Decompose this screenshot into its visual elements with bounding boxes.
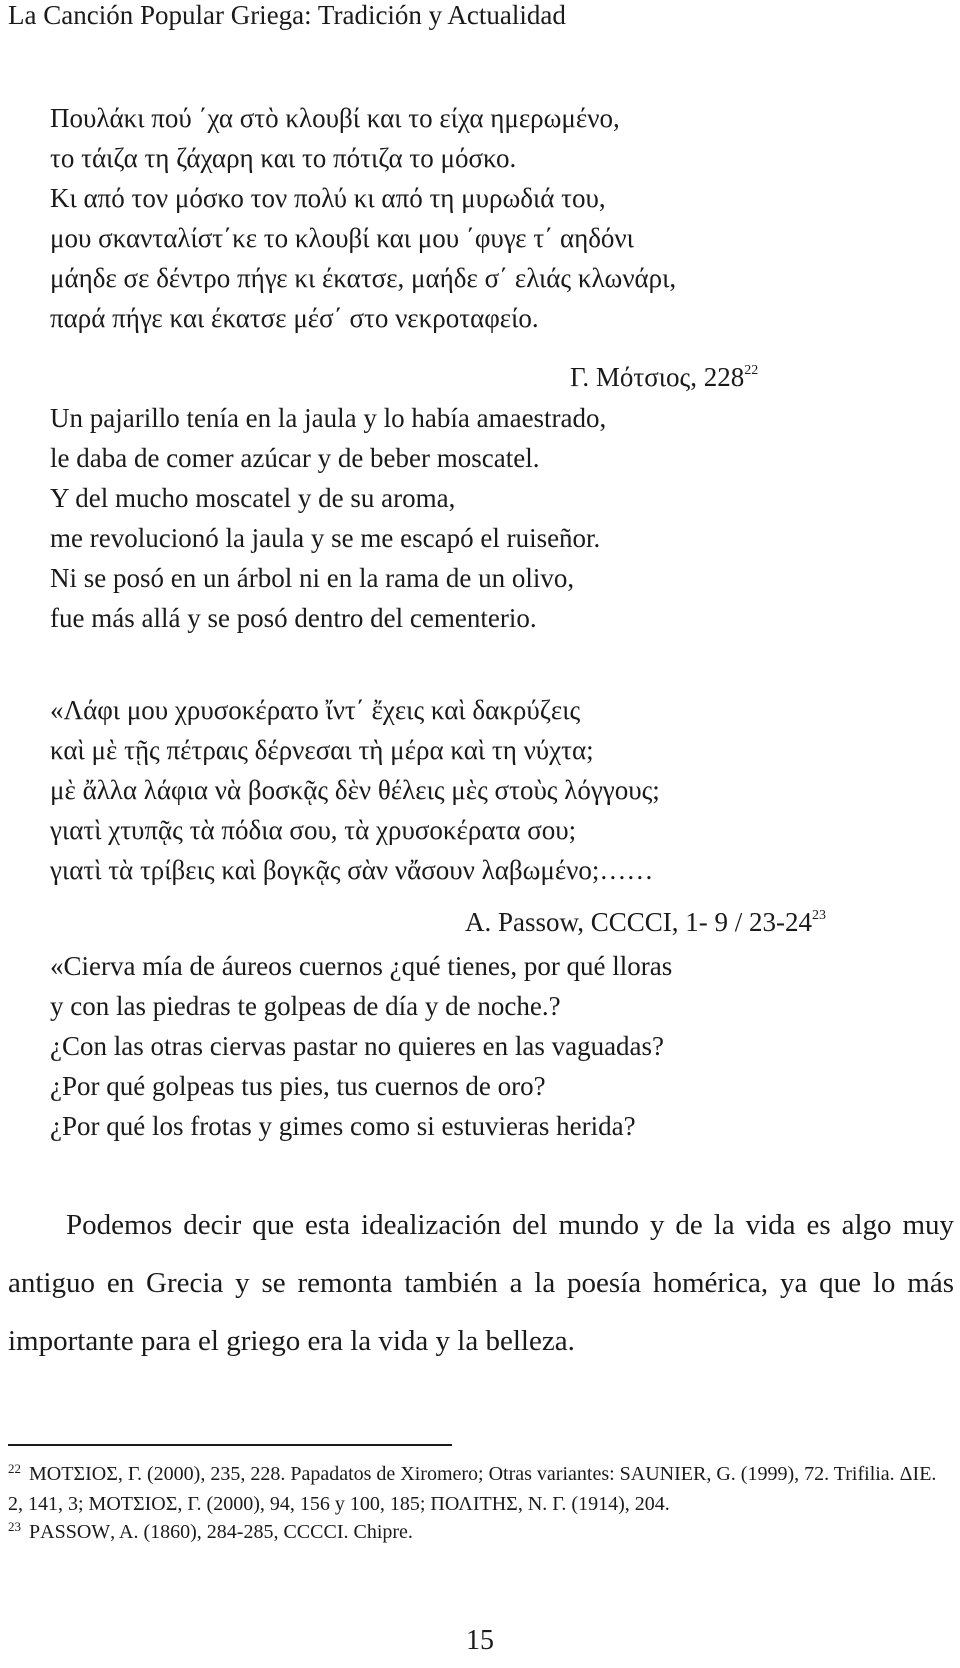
footnote-text: P: [29, 1521, 41, 1543]
translation-line: «Cierva mía de áureos cuernos ¿qué tienes, por qué lloras: [50, 951, 673, 981]
poem-line: «Λάφι μου χρυσοκέρατο ἴντ΄ ἔχεις καὶ δακρύζεις: [50, 695, 581, 725]
author-name: ΟΤΣΙΟΣ: [106, 1493, 178, 1515]
poem-line: Κι από τον μόσκο τον πολύ κι από τη μυρωδιά του,: [50, 183, 606, 213]
author-name: ΟΤΣΙΟΣ: [46, 1463, 118, 1485]
translation-line: Y del mucho moscatel y de su aroma,: [50, 483, 456, 513]
author-name: AUNIER: [630, 1463, 707, 1485]
translation-line: ¿Por qué golpeas tus pies, tus cuernos de oro?: [50, 1071, 546, 1101]
page-number: 15: [466, 1625, 494, 1656]
footnote-text: , Γ. (2000), 235, 228. Papadatos de Xiromero; Otras variantes: S: [117, 1463, 631, 1485]
greek-poem-1: [50, 98, 676, 338]
attribution-text: A. Passow, CCCCI, 1- 9 / 23-24: [465, 907, 813, 937]
poem-line: μου σκανταλίστ΄κε το κλουβί και μου ΄φυγε τ΄ αηδόνι: [50, 223, 634, 253]
footnote-ref-22[interactable]: 22: [744, 363, 759, 378]
attribution-text: Γ. Μότσιος, 228: [570, 362, 745, 392]
footnote-text: , Γ. (2000), 94, 156 y 100, 185; Π: [177, 1493, 445, 1515]
translation-line: y con las piedras te golpeas de día y de noche.?: [50, 991, 561, 1021]
greek-poem-2: [50, 690, 660, 890]
translation-line: ¿Por qué los frotas y gimes como si estuvieras herida?: [50, 1111, 636, 1141]
poem-attribution-2: [465, 905, 826, 945]
footnote-22: [8, 1460, 954, 1518]
translation-line: me revolucionó la jaula y se me escapó el ruiseñor.: [50, 523, 601, 553]
footnotes: [8, 1460, 954, 1548]
footnote-text: Μ: [29, 1463, 47, 1485]
translation-line: Un pajarillo tenía en la jaula y lo había amaestrado,: [50, 403, 607, 433]
footnote-number: 22: [8, 1461, 21, 1476]
footnote-divider: [8, 1444, 452, 1446]
translation-line: ¿Con las otras ciervas pastar no quieres en las vaguadas?: [50, 1031, 665, 1061]
translation-line: Ni se posó en un árbol ni en la rama de un olivo,: [50, 563, 575, 593]
footnote-number: 23: [8, 1519, 21, 1534]
body-paragraph: Podemos decir que esta idealización del mundo y de la vida es algo muy antiguo en Grecia y se remonta también a la poesía homérica, ya que lo más importante para el griego era la vida y la belleza.: [8, 1209, 954, 1357]
footnote-text: , Ν. Γ. (1914), 204.: [517, 1493, 670, 1515]
translation-line: le daba de comer azúcar y de beber moscatel.: [50, 443, 540, 473]
footnote-23: [8, 1518, 954, 1548]
footnote-text: , G. (1999), 72. Trifilia. ΔΙΕ. 2, 141, 3; Μ: [8, 1463, 937, 1515]
footnote-text: , A. (1860), 284-285, CCCCI. Chipre.: [110, 1521, 413, 1543]
spanish-translation-2: [50, 946, 672, 1146]
poem-line: Πουλάκι πού ΄χα στὸ κλουβί και το είχα ημερωμένο,: [50, 103, 620, 133]
spanish-translation-1: [50, 398, 606, 638]
poem-line: μὲ ἄλλα λάφια νὰ βοσκᾷς δὲν θέλεις μὲς στοὺς λόγγους;: [50, 775, 660, 805]
author-name: ΟΛΙΤΗΣ: [444, 1493, 518, 1515]
poem-line: παρά πήγε και έκατσε μέσ΄ στο νεκροταφείο.: [50, 303, 539, 333]
footnote-ref-23[interactable]: 23: [812, 908, 827, 923]
author-name: ASSOW: [40, 1521, 111, 1543]
poem-line: γιατὶ τὰ τρίβεις καὶ βογκᾷς σὰν νἄσουν λαβωμένο;……: [50, 855, 654, 885]
poem-attribution-1: [570, 360, 758, 400]
poem-line: γιατὶ χτυπᾷς τὰ πόδια σου, τὰ χρυσοκέρατα σου;: [50, 815, 577, 845]
poem-line: καὶ μὲ τῇς πέτραις δέρνεσαι τὴ μέρα καὶ τη νύχτα;: [50, 735, 594, 765]
translation-line: fue más allá y se posó dentro del cementerio.: [50, 603, 537, 633]
poem-line: το τάιζα τη ζάχαρη και το πότιζα το μόσκο.: [50, 143, 517, 173]
poem-line: μάηδε σε δέντρο πήγε κι έκατσε, μαήδε σ΄ ελιάς κλωνάρι,: [50, 263, 677, 293]
running-header: La Canción Popular Griega: Tradición y Actualidad: [8, 0, 566, 30]
